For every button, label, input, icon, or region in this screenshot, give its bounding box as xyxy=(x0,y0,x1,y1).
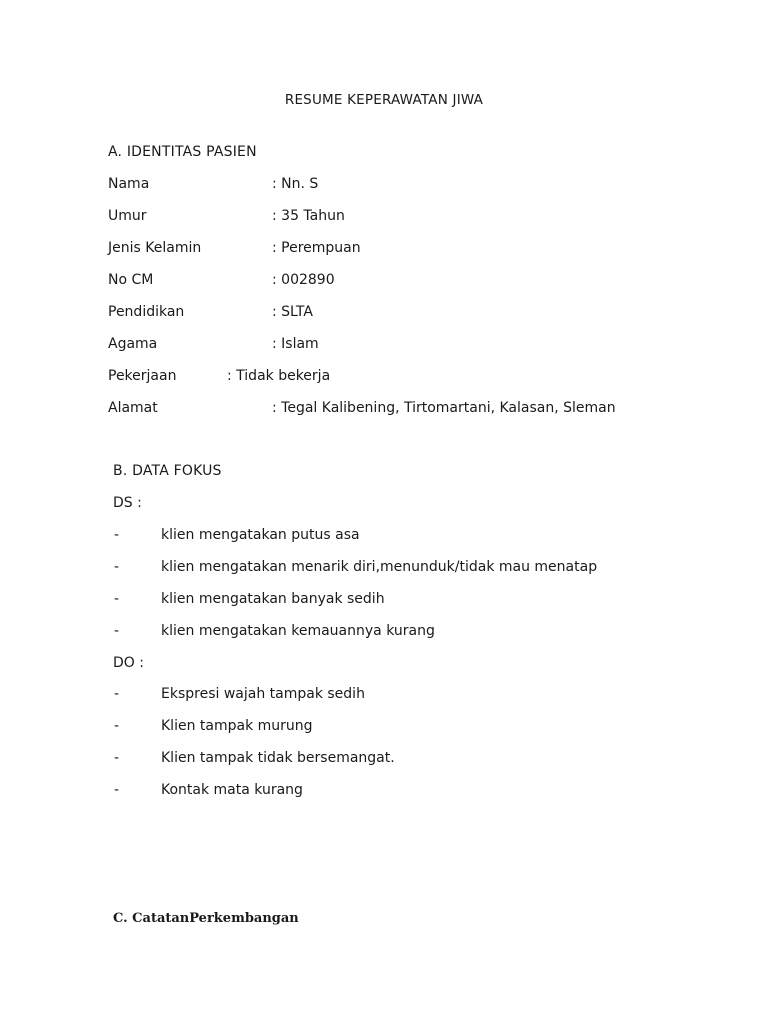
ds-item: klien mengatakan menarik diri,menunduk/tidak mau menatap xyxy=(161,559,598,575)
list-dash: - xyxy=(114,591,120,607)
ds-item: klien mengatakan banyak sedih xyxy=(161,591,385,607)
document-title: RESUME KEPERAWATAN JIWA xyxy=(284,92,484,108)
field-label-pekerjaan: Pekerjaan xyxy=(108,368,177,384)
list-dash: - xyxy=(114,623,120,639)
field-value-agama: : Islam xyxy=(272,336,319,352)
ds-label: DS : xyxy=(113,495,142,511)
field-label-no-cm: No CM xyxy=(108,272,154,288)
do-item: Klien tampak tidak bersemangat. xyxy=(161,750,395,766)
ds-item: klien mengatakan kemauannya kurang xyxy=(161,623,435,639)
field-value-jenis-kelamin: : Perempuan xyxy=(272,240,361,256)
list-dash: - xyxy=(114,527,120,543)
ds-item: klien mengatakan putus asa xyxy=(161,527,360,543)
field-value-umur: : 35 Tahun xyxy=(272,208,345,224)
list-dash: - xyxy=(114,750,120,766)
field-value-alamat: : Tegal Kalibening, Tirtomartani, Kalasan, Sleman xyxy=(272,400,616,416)
do-label: DO : xyxy=(113,655,144,671)
list-dash: - xyxy=(114,686,120,702)
field-label-umur: Umur xyxy=(108,208,147,224)
field-label-alamat: Alamat xyxy=(108,400,158,416)
do-item: Klien tampak murung xyxy=(161,718,313,734)
field-label-nama: Nama xyxy=(108,176,150,192)
do-item: Kontak mata kurang xyxy=(161,782,303,798)
list-dash: - xyxy=(114,559,120,575)
field-value-pekerjaan: : Tidak bekerja xyxy=(227,368,331,384)
field-value-pendidikan: : SLTA xyxy=(272,304,313,320)
field-label-jenis-kelamin: Jenis Kelamin xyxy=(108,240,202,256)
field-label-agama: Agama xyxy=(108,336,158,352)
list-dash: - xyxy=(114,718,120,734)
section-a-heading: A. IDENTITAS PASIEN xyxy=(108,144,257,160)
section-b-heading: B. DATA FOKUS xyxy=(113,463,222,479)
list-dash: - xyxy=(114,782,120,798)
field-value-nama: : Nn. S xyxy=(272,176,319,192)
section-c-heading: C. CatatanPerkembangan xyxy=(113,911,299,926)
field-value-no-cm: : 002890 xyxy=(272,272,335,288)
field-label-pendidikan: Pendidikan xyxy=(108,304,185,320)
do-item: Ekspresi wajah tampak sedih xyxy=(161,686,365,702)
